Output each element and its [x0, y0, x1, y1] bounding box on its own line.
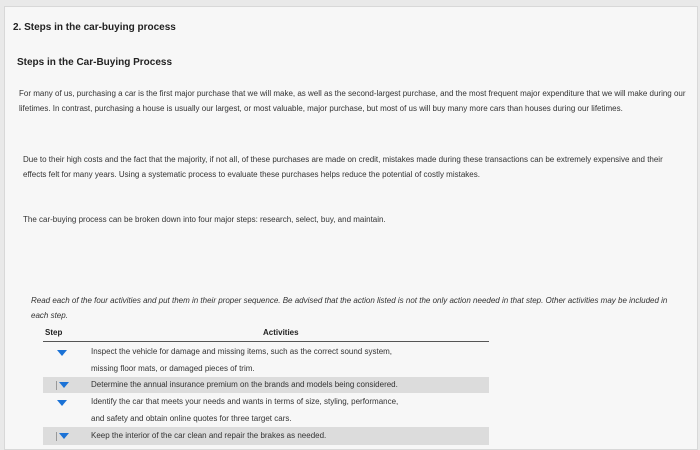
chevron-down-icon [59, 433, 69, 439]
passage-heading: Steps in the Car-Buying Process [17, 57, 173, 68]
passage-paragraph-1: For many of us, purchasing a car is the first major purchase that we will make, as well as the second-largest purchase, and the most frequent major expenditure that we will make during our lifetimes. In contrast, purchasing a house is usually our largest, or most valuable, major purchase, but most of us will buy many more cars than houses during our lifetimes. [19, 89, 686, 113]
step-dropdown[interactable] [55, 379, 69, 391]
table-row [43, 377, 489, 393]
activity-text: Inspect the vehicle for damage and missing items, such as the correct sound system, [91, 347, 393, 356]
chevron-down-icon [57, 350, 67, 356]
table-row [43, 343, 489, 377]
chevron-down-icon [57, 400, 67, 406]
activity-text: and safety and obtain online quotes for three target cars. [91, 414, 292, 423]
instructions: Read each of the four activities and put them in their proper sequence. Be advised that the action listed is not the only action needed in that step. Other activities may be included in each step. [31, 296, 668, 320]
column-header-activities: Activities [263, 328, 299, 337]
column-header-step: Step [45, 328, 63, 337]
question-panel [4, 6, 698, 450]
chevron-down-icon [59, 382, 69, 388]
step-dropdown[interactable] [55, 397, 69, 409]
step-dropdown[interactable] [55, 347, 69, 359]
header-divider [43, 341, 489, 342]
passage-paragraph-3: The car-buying process can be broken down into four major steps: research, select, buy, and maintain. [23, 215, 386, 224]
dropdown-divider [56, 432, 57, 441]
activity-text: missing floor mats, or damaged pieces of trim. [91, 364, 255, 373]
table-row [43, 393, 489, 427]
passage-paragraph-2: Due to their high costs and the fact that the majority, if not all, of these purchases are made on credit, mistakes made during these transactions can be extremely expensive and their effects felt for many years. Using a systematic process to evaluate these purchases helps reduce the potential of costly mistakes. [23, 155, 663, 179]
dropdown-divider [56, 381, 57, 390]
activity-text: Keep the interior of the car clean and repair the brakes as needed. [91, 431, 327, 440]
table-row [43, 427, 489, 445]
activity-text: Identify the car that meets your needs and wants in terms of size, styling, performance, [91, 397, 399, 406]
step-dropdown[interactable] [55, 430, 69, 442]
activity-text: Determine the annual insurance premium on the brands and models being considered. [91, 380, 398, 389]
question-title: 2. Steps in the car-buying process [13, 22, 176, 33]
